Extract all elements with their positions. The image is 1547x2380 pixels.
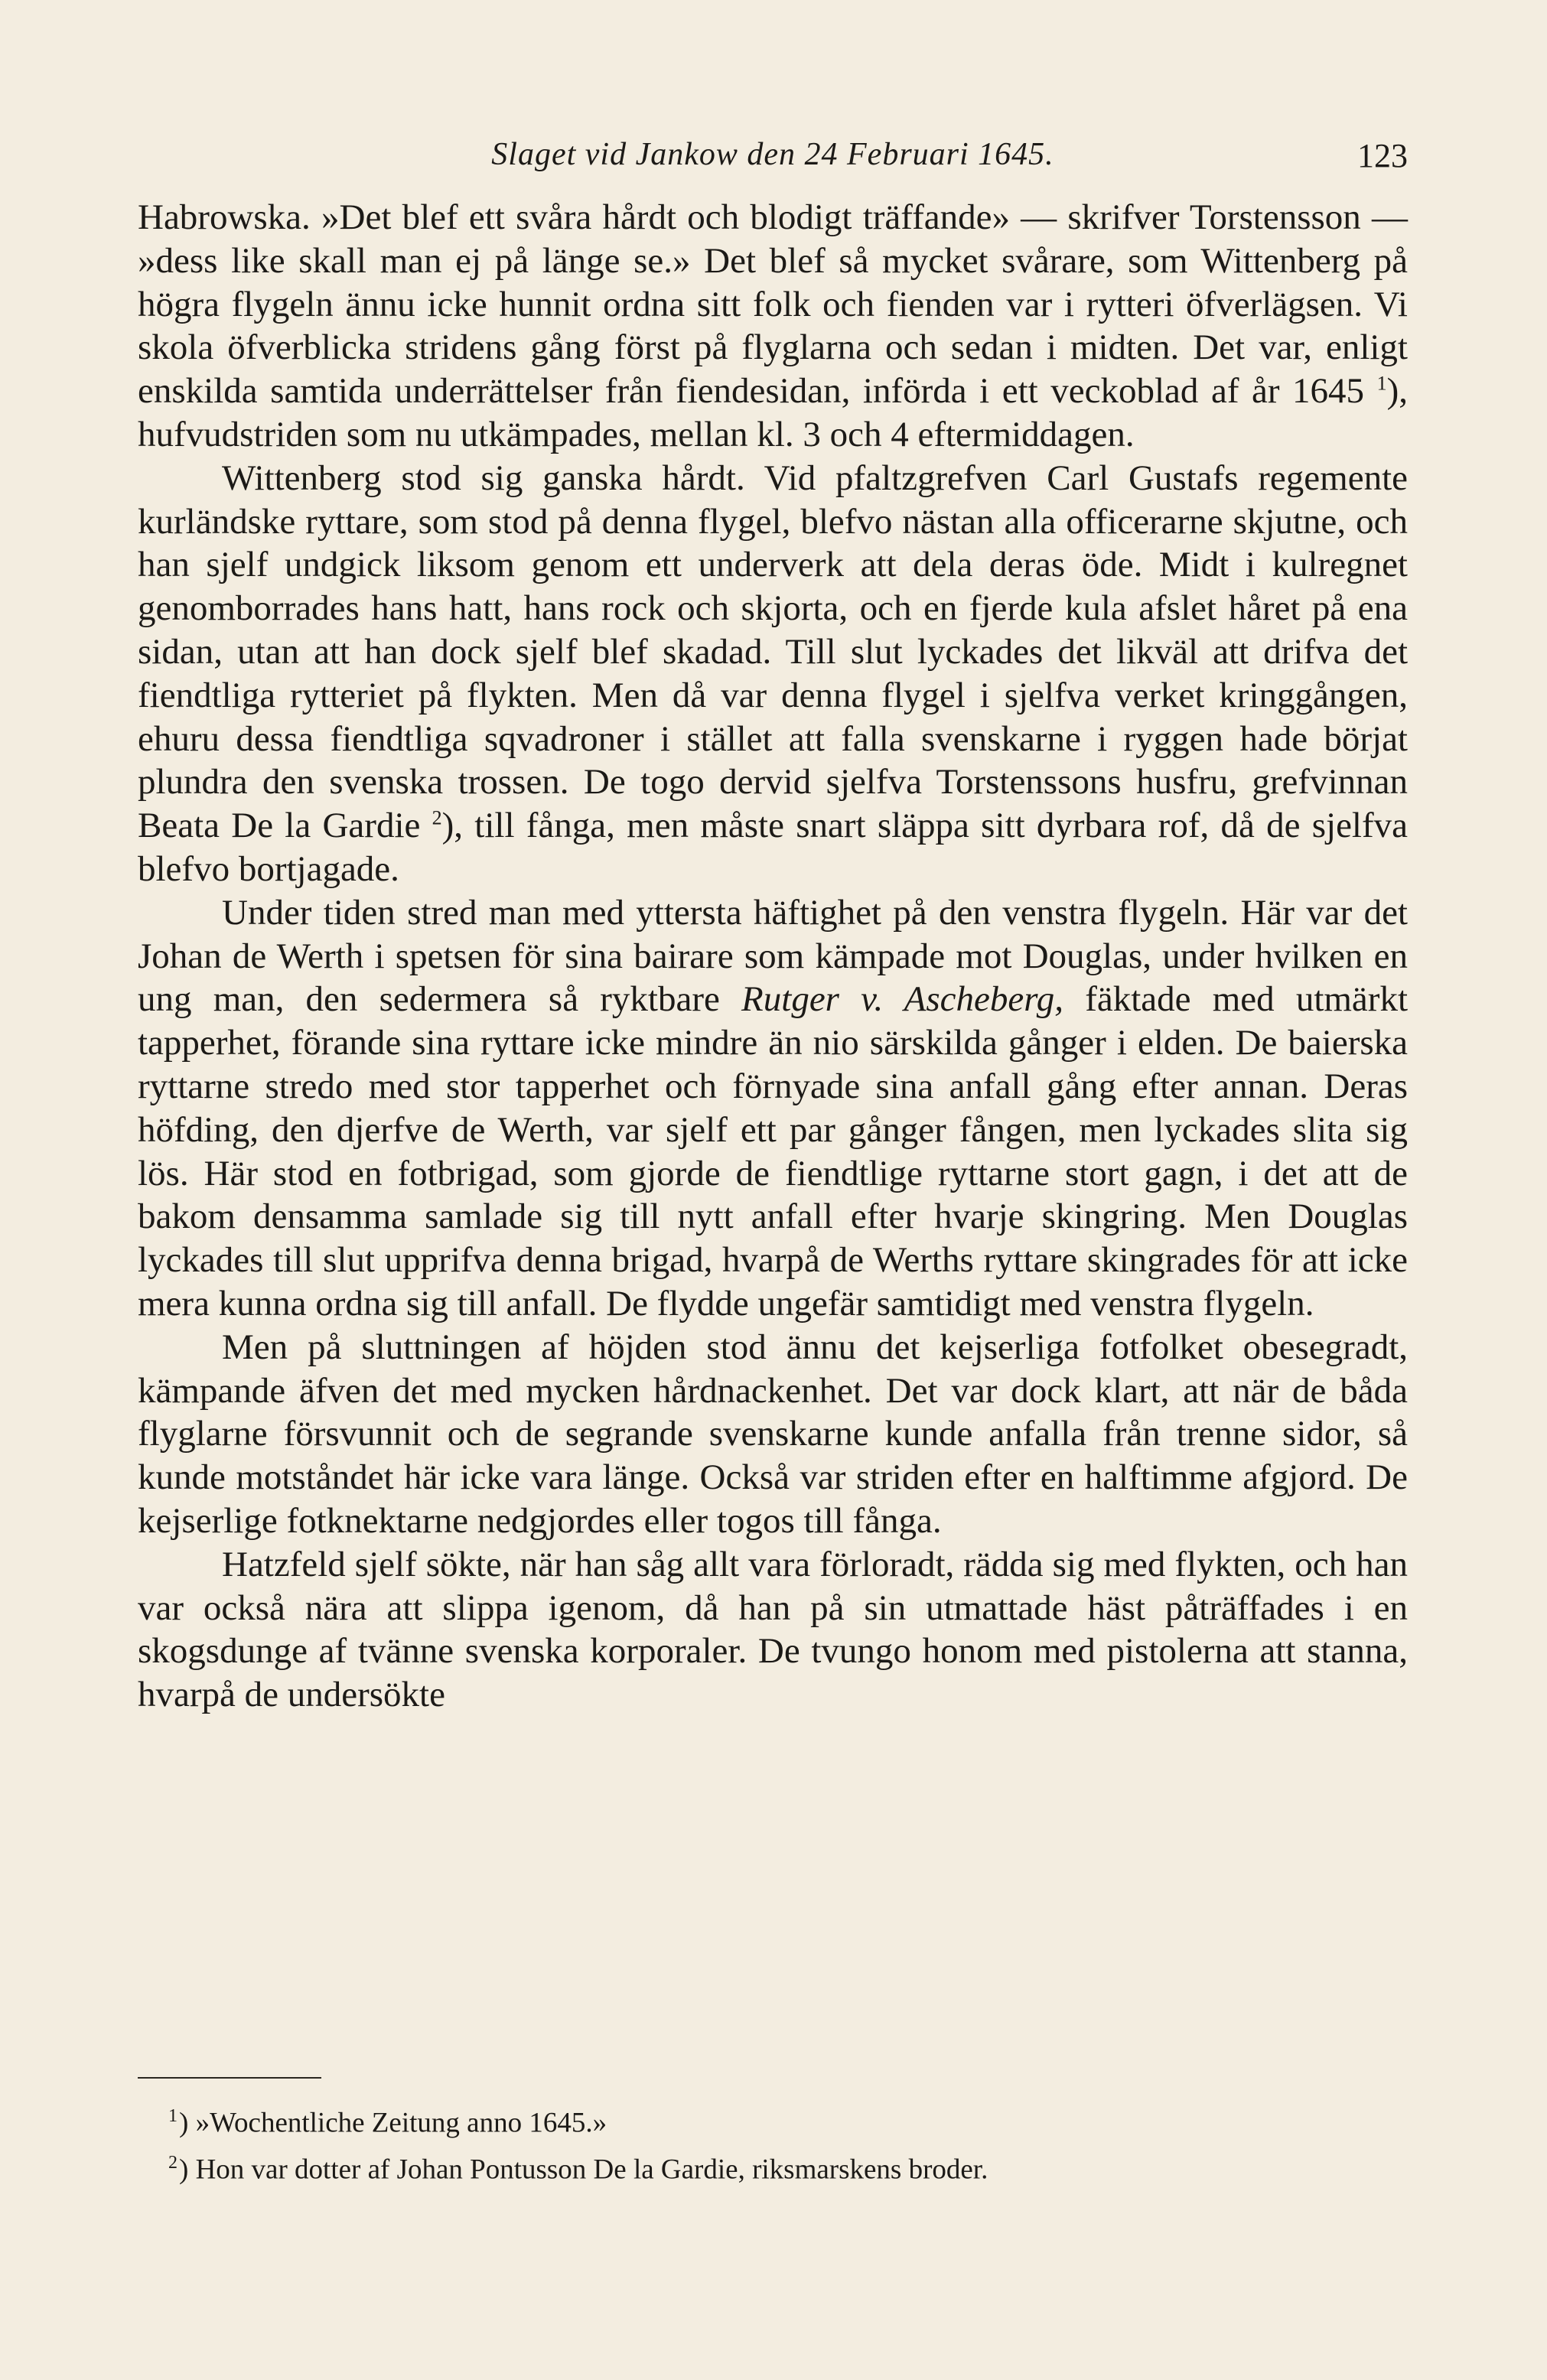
footnote-text: ) Hon var dotter af Johan Pontusson De la Gardie, riksmarskens broder. bbox=[179, 2154, 988, 2186]
italic-name: Rutger v. Ascheberg, bbox=[741, 979, 1064, 1020]
text-run: Under tiden stred man med yttersta häftighet på den venstra flygeln. Här var det Johan de Werth i spetsen för sina bairare som kämpade mot Douglas, under hvilken en ung man, den sedermera så ryktbare bbox=[138, 892, 1408, 1020]
paragraph bbox=[138, 1543, 1408, 1717]
paragraph bbox=[138, 196, 1408, 457]
running-title: Slaget vid Jankow den 24 Februari 1645. bbox=[491, 137, 1054, 172]
footnote-reference: 2 bbox=[432, 806, 442, 829]
paragraph bbox=[138, 457, 1408, 891]
text-run: fäktade med utmärkt tapperhet, förande sina ryttare icke mindre än nio särskilda gånger i elden. De baierska ryttarne stredo med stor tapperhet och förnyade sina anfall gång efter annan. Deras höfding, den djerfve de Werth, var sjelf ett par gånger fången, men lyckades slita sig lös. Här stod en fotbrigad, som gjorde de fiendtlige ryttarne stort gagn, i det att de bakom densamma samlade sig till nytt anfall efter hvarje skingring. Men Douglas lyckades till slut upprifva denna brigad, hvarpå de Werths ryttare skingrades för att icke mera kunna ordna sig till anfall. De flydde ungefär samtidigt med venstra flygeln. bbox=[138, 979, 1409, 1323]
footnote-rule bbox=[138, 2077, 321, 2079]
footnote-mark: 2 bbox=[168, 2153, 177, 2173]
footnote-reference: 1 bbox=[1376, 372, 1387, 395]
page-number: 123 bbox=[1357, 137, 1408, 174]
footnotes bbox=[138, 2096, 1408, 2190]
footnote-mark: 1 bbox=[168, 2106, 177, 2126]
footnote bbox=[138, 2143, 1408, 2190]
text-run: ), hufvudstriden som nu utkämpades, mellan kl. 3 och 4 eftermiddagen. bbox=[138, 371, 1408, 454]
text-run: Hatzfeld sjelf sökte, när han såg allt vara förloradt, rädda sig med flykten, och han var också nära att slippa igenom, då han på sin utmattade häst påträffades i en skogsdunge af tvänne svenska korporaler. De tvungo honom med pistolerna att stanna, hvarpå de undersökte bbox=[138, 1544, 1408, 1715]
text-run: Habrowska. »Det blef ett svåra hårdt och blodigt träffande» — skrifver Torstensson — »dess like skall man ej på länge se.» Det blef så mycket svårare, som Wittenberg på högra flygeln ännu icke hunnit ordna sitt folk och fienden var i rytteri öfverlägsen. Vi skola öfverblicka stridens gång först på flyglarna och sedan i midten. Det var, enligt enskilda samtida underrättelser från fiendesidan, införda i ett veckoblad af år 1645 bbox=[138, 197, 1408, 412]
text-run: Men på sluttningen af höjden stod ännu det kejserliga fotfolket obesegradt, kämpande äfven det med mycken hårdnackenhet. Det var dock klart, att när de båda flyglarne försvunnit och de segrande svenskarne kunde anfalla från trenne sidor, så kunde motståndet här icke vara länge. Också var striden efter en halftimme afgjord. De kejserlige fotknektarne nedgjordes eller togos till fånga. bbox=[138, 1327, 1408, 1541]
footnote bbox=[138, 2096, 1408, 2143]
page-header bbox=[138, 136, 1408, 190]
footnote-text: ) »Wochentliche Zeitung anno 1645.» bbox=[179, 2107, 607, 2139]
paragraph bbox=[138, 891, 1408, 1326]
text-run: ), till fånga, men måste snart släppa sitt dyrbara rof, då de sjelfva blefvo bortjagade. bbox=[138, 806, 1408, 889]
text-run: Wittenberg stod sig ganska hårdt. Vid pfaltzgrefven Carl Gustafs regemente kurländske ryttare, som stod på denna flygel, blefvo nästan alla officerarne skjutne, och han sjelf undgick liksom genom ett underverk att dela deras öde. Midt i kulregnet genomborrades hans hatt, hans rock och skjorta, och en fjerde kula afslet håret på ena sidan, utan att han dock sjelf blef skadad. Till slut lyckades det likväl att drifva det fiendtliga rytteriet på flykten. Men då var denna flygel i sjelfva verket kringgången, ehuru dessa fiendtliga sqvadroner i stället att falla svenskarne i ryggen hade börjat plundra den svenska trossen. De togo dervid sjelfva Torstenssons husfru, grefvinnan Beata De la Gardie bbox=[138, 457, 1408, 846]
body-text bbox=[138, 196, 1408, 1717]
paragraph bbox=[138, 1326, 1408, 1543]
